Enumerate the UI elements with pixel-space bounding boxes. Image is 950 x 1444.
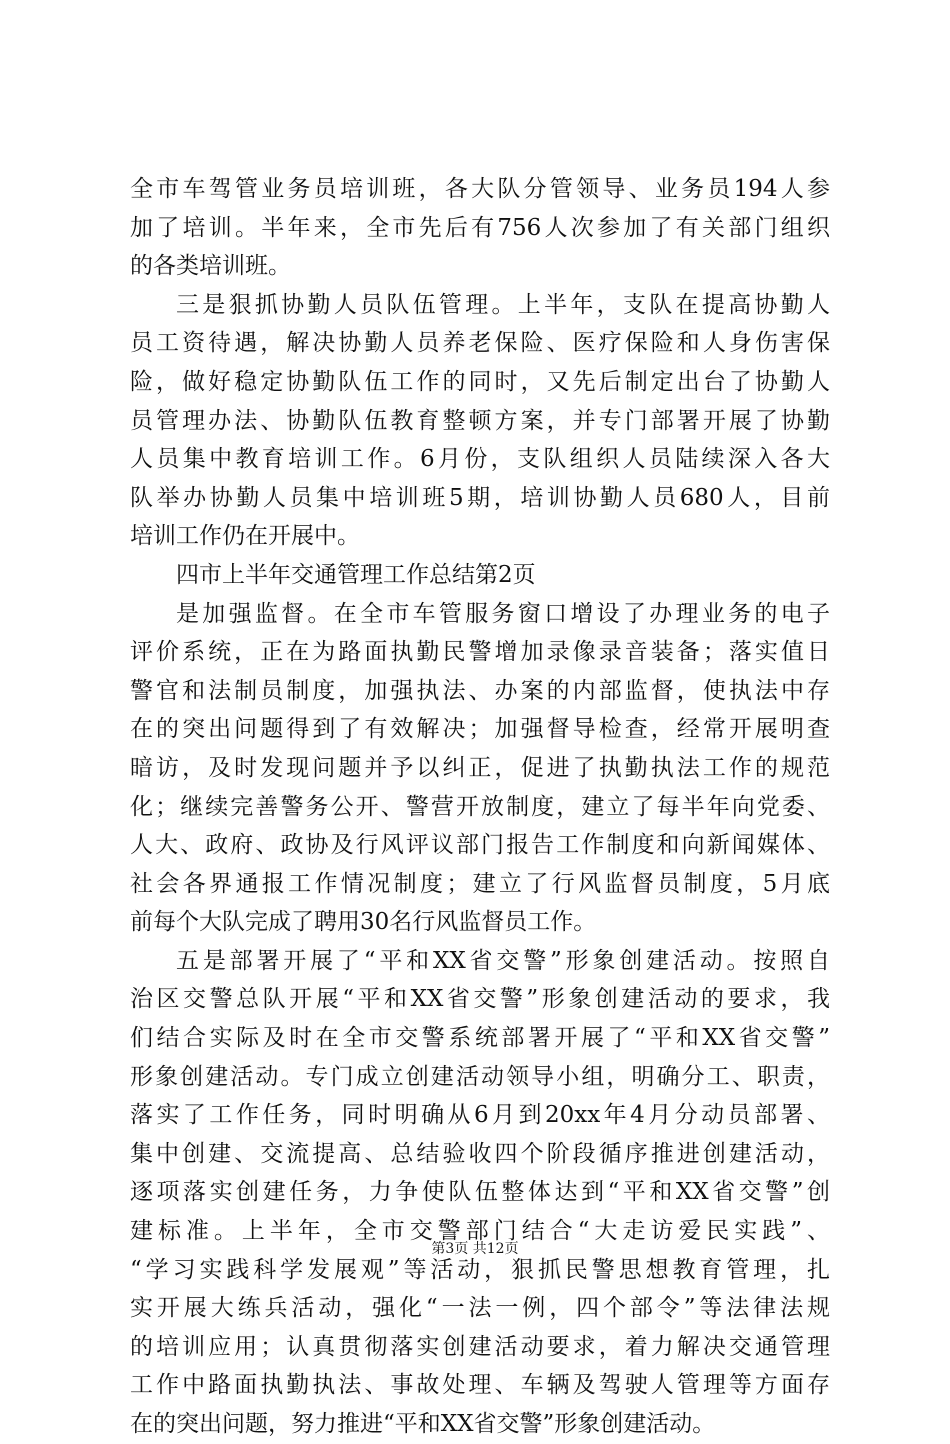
page-number-footer: 第3页 共12页 xyxy=(431,1241,519,1257)
text-line: 在的突出问题得到了有效解决；加强督导检查，经常开展明查 xyxy=(130,716,830,743)
text-line: 队举办协勤人员集中培训班5期，培训协勤人员680人，目前 xyxy=(130,484,830,511)
text-line: 员工资待遇，解决协勤人员养老保险、医疗保险和人身伤害保 xyxy=(130,330,830,357)
text-line: 治区交警总队开展“平和XX省交警”形象创建活动的要求，我 xyxy=(130,986,830,1013)
text-line: 建标准。上半年，全市交警部门结合“大走访爱民实践”、 xyxy=(130,1218,830,1245)
text-line: 员管理办法、协勤队伍教育整顿方案，并专门部署开展了协勤 xyxy=(130,407,830,434)
text-line: 落实了工作任务，同时明确从6月到20xx年4月分动员部署、 xyxy=(130,1102,830,1129)
text-line: 培训工作仍在开展中。 xyxy=(130,523,360,550)
text-line: 警官和法制员制度，加强执法、办案的内部监督，使执法中存 xyxy=(130,677,830,704)
text-line: “学习实践科学发展观”等活动，狠抓民警思想教育管理，扎 xyxy=(130,1256,830,1283)
text-line: 人大、政府、政协及行风评议部门报告工作制度和向新闻媒体、 xyxy=(130,832,830,859)
text-line: 全市车驾管业务员培训班，各大队分管领导、业务员194人参 xyxy=(130,176,830,202)
text-line: 化；继续完善警务公开、警营开放制度，建立了每半年向党委、 xyxy=(130,793,830,820)
text-line: 社会各界通报工作情况制度；建立了行风监督员制度，5月底 xyxy=(130,870,830,897)
text-line: 们结合实际及时在全市交警系统部署开展了“平和XX省交警” xyxy=(130,1025,830,1052)
text-line: 形象创建活动。专门成立创建活动领导小组，明确分工、职责， xyxy=(130,1063,830,1090)
text-line: 集中创建、交流提高、总结验收四个阶段循序推进创建活动， xyxy=(130,1140,830,1167)
text-line: 的培训应用；认真贯彻落实创建活动要求，着力解决交通管理 xyxy=(130,1333,830,1360)
text-line: 险，做好稳定协勤队伍工作的同时，又先后制定出台了协勤人 xyxy=(130,368,830,395)
paragraph-start-line: 五是部署开展了“平和XX省交警”形象创建活动。按照自 xyxy=(176,947,830,974)
text-line: 实开展大练兵活动，强化“一法一例，四个部令”等法律法规 xyxy=(130,1295,830,1322)
paragraph-start-line: 是加强监督。在全市车管服务窗口增设了办理业务的电子 xyxy=(176,600,830,627)
text-line: 暗访，及时发现问题并予以纠正，促进了执勤执法工作的规范 xyxy=(130,754,830,781)
text-line: 加了培训。半年来，全市先后有756人次参加了有关部门组织 xyxy=(130,214,830,241)
text-line: 工作中路面执勤执法、事故处理、车辆及驾驶人管理等方面存 xyxy=(130,1372,830,1399)
text-line: 人员集中教育培训工作。6月份，支队组织人员陆续深入各大 xyxy=(130,446,830,473)
text-line: 的各类培训班。 xyxy=(130,253,291,280)
text-line: 在的突出问题，努力推进“平和XX省交警”形象创建活动。 xyxy=(130,1411,716,1437)
text-line: 评价系统，正在为路面执勤民警增加录像录音装备；落实值日 xyxy=(130,639,830,666)
text-line: 逐项落实创建任务，力争使队伍整体达到“平和XX省交警”创 xyxy=(130,1179,830,1206)
text-line: 前每个大队完成了聘用30名行风监督员工作。 xyxy=(130,909,597,936)
paragraph-start-line: 三是狠抓协勤人员队伍管理。上半年，支队在提高协勤人 xyxy=(176,291,830,318)
section-heading: 四市上半年交通管理工作总结第2页 xyxy=(176,561,536,588)
